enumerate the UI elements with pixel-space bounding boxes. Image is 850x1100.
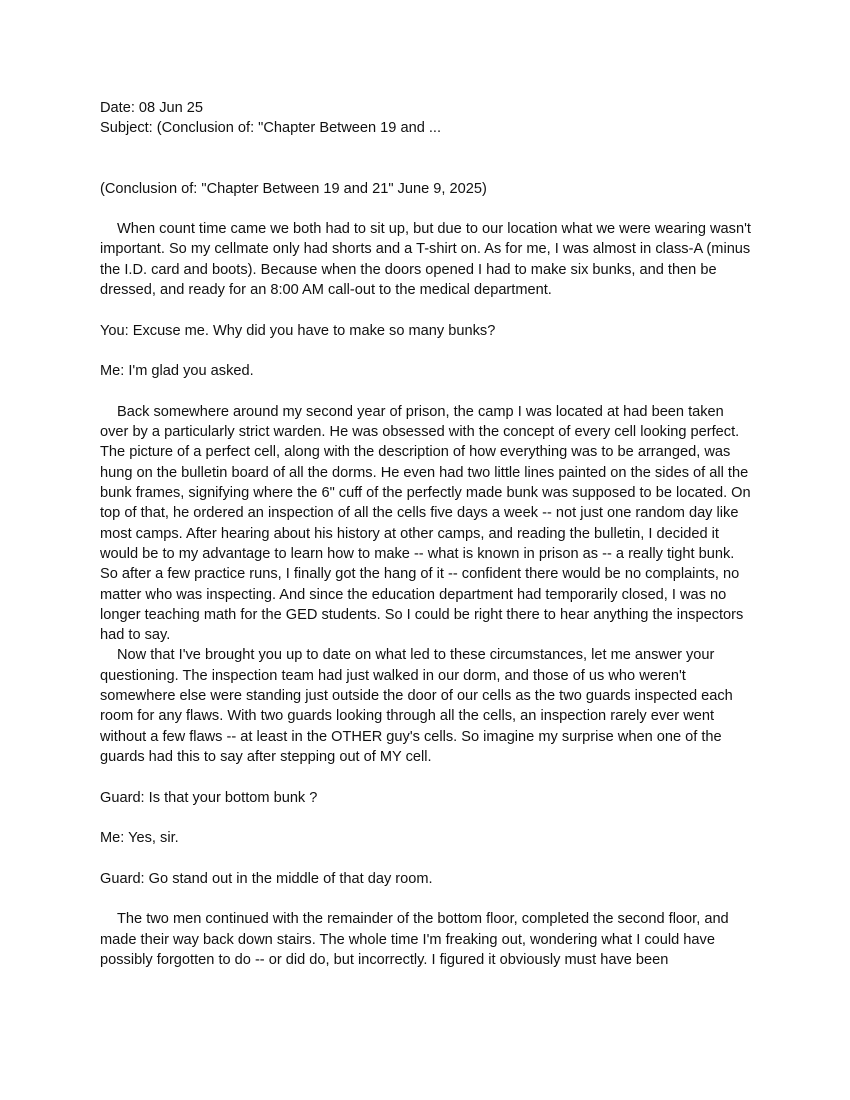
date-line: Date: 08 Jun 25	[100, 100, 204, 116]
spacer	[100, 382, 752, 402]
spacer	[100, 199, 752, 219]
subject-line: Subject: (Conclusion of: "Chapter Between 19 and ...	[100, 120, 442, 137]
spacer	[100, 767, 752, 787]
conclusion-title: (Conclusion of: "Chapter Between 19 and 21" June 9, 2025)	[100, 180, 487, 197]
dialogue-me-yes: Me: Yes, sir.	[100, 830, 179, 847]
spacer	[100, 139, 752, 179]
spacer	[100, 889, 752, 909]
spacer	[100, 300, 752, 320]
spacer	[100, 341, 752, 361]
spacer	[100, 848, 752, 868]
dialogue-me-answer: Me: I'm glad you asked.	[100, 363, 254, 380]
paragraph-inspection: Now that I've brought you up to date on what led to these circumstances, let me answer your questioning. The inspection team had just walked in our dorm, and those of us who weren't somewhere else were standing just outside the door of our cells as the two guards inspected each room for any flaws. With two guards looking through all the cells, an inspection rarely ever went without a few flaws -- at least in the OTHER guy's cells. So imagine my surprise when one of the guards had this to say after stepping out of MY cell.	[100, 647, 733, 765]
paragraph-freaking-out: The two men continued with the remainder of the bottom floor, completed the second floor, and made their way back down stairs. The whole time I'm freaking out, wondering what I could have possibly forgotten to do -- or did do, but incorrectly. I figured it obviously must have been	[100, 911, 729, 968]
dialogue-guard-order: Guard: Go stand out in the middle of that day room.	[100, 870, 433, 887]
paragraph-count-time: When count time came we both had to sit up, but due to our location what we were wearing wasn't important. So my cellmate only had shorts and a T-shirt on. As for me, I was almost in class-A (minus the I.D. card and boots). Because when the doors opened I had to make six bunks, and then be dressed, and ready for an 8:00 AM call-out to the medical department.	[100, 221, 751, 299]
paragraph-strict-warden: Back somewhere around my second year of prison, the camp I was located at had been taken over by a particularly strict warden. He was obsessed with the concept of every cell looking perfect. The picture of a perfect cell, along with the description of how everything was to be arranged, was hung on the bulletin board of all the dorms. He even had two little lines painted on the sides of all the bunk frames, signifying where the 6" cuff of the perfectly made bunk was supposed to be located. On top of that, he ordered an inspection of all the cells five days a week -- not just one random day like most camps. After hearing about his history at other camps, and reading the bulletin, I decided it would be to my advantage to learn how to make -- what is known in prison as -- a really tight bunk. So after a few practice runs, I finally got the hang of it -- confident there would be no complaints, no matter who was inspecting. And since the education department had temporarily closed, I was no longer teaching math for the GED students. So I could be right there to hear anything the inspectors had to say.	[100, 403, 751, 644]
letter-content	[100, 98, 752, 970]
spacer	[100, 808, 752, 828]
dialogue-guard-question: Guard: Is that your bottom bunk ?	[100, 789, 318, 806]
dialogue-you-question: You: Excuse me. Why did you have to make so many bunks?	[100, 322, 496, 339]
